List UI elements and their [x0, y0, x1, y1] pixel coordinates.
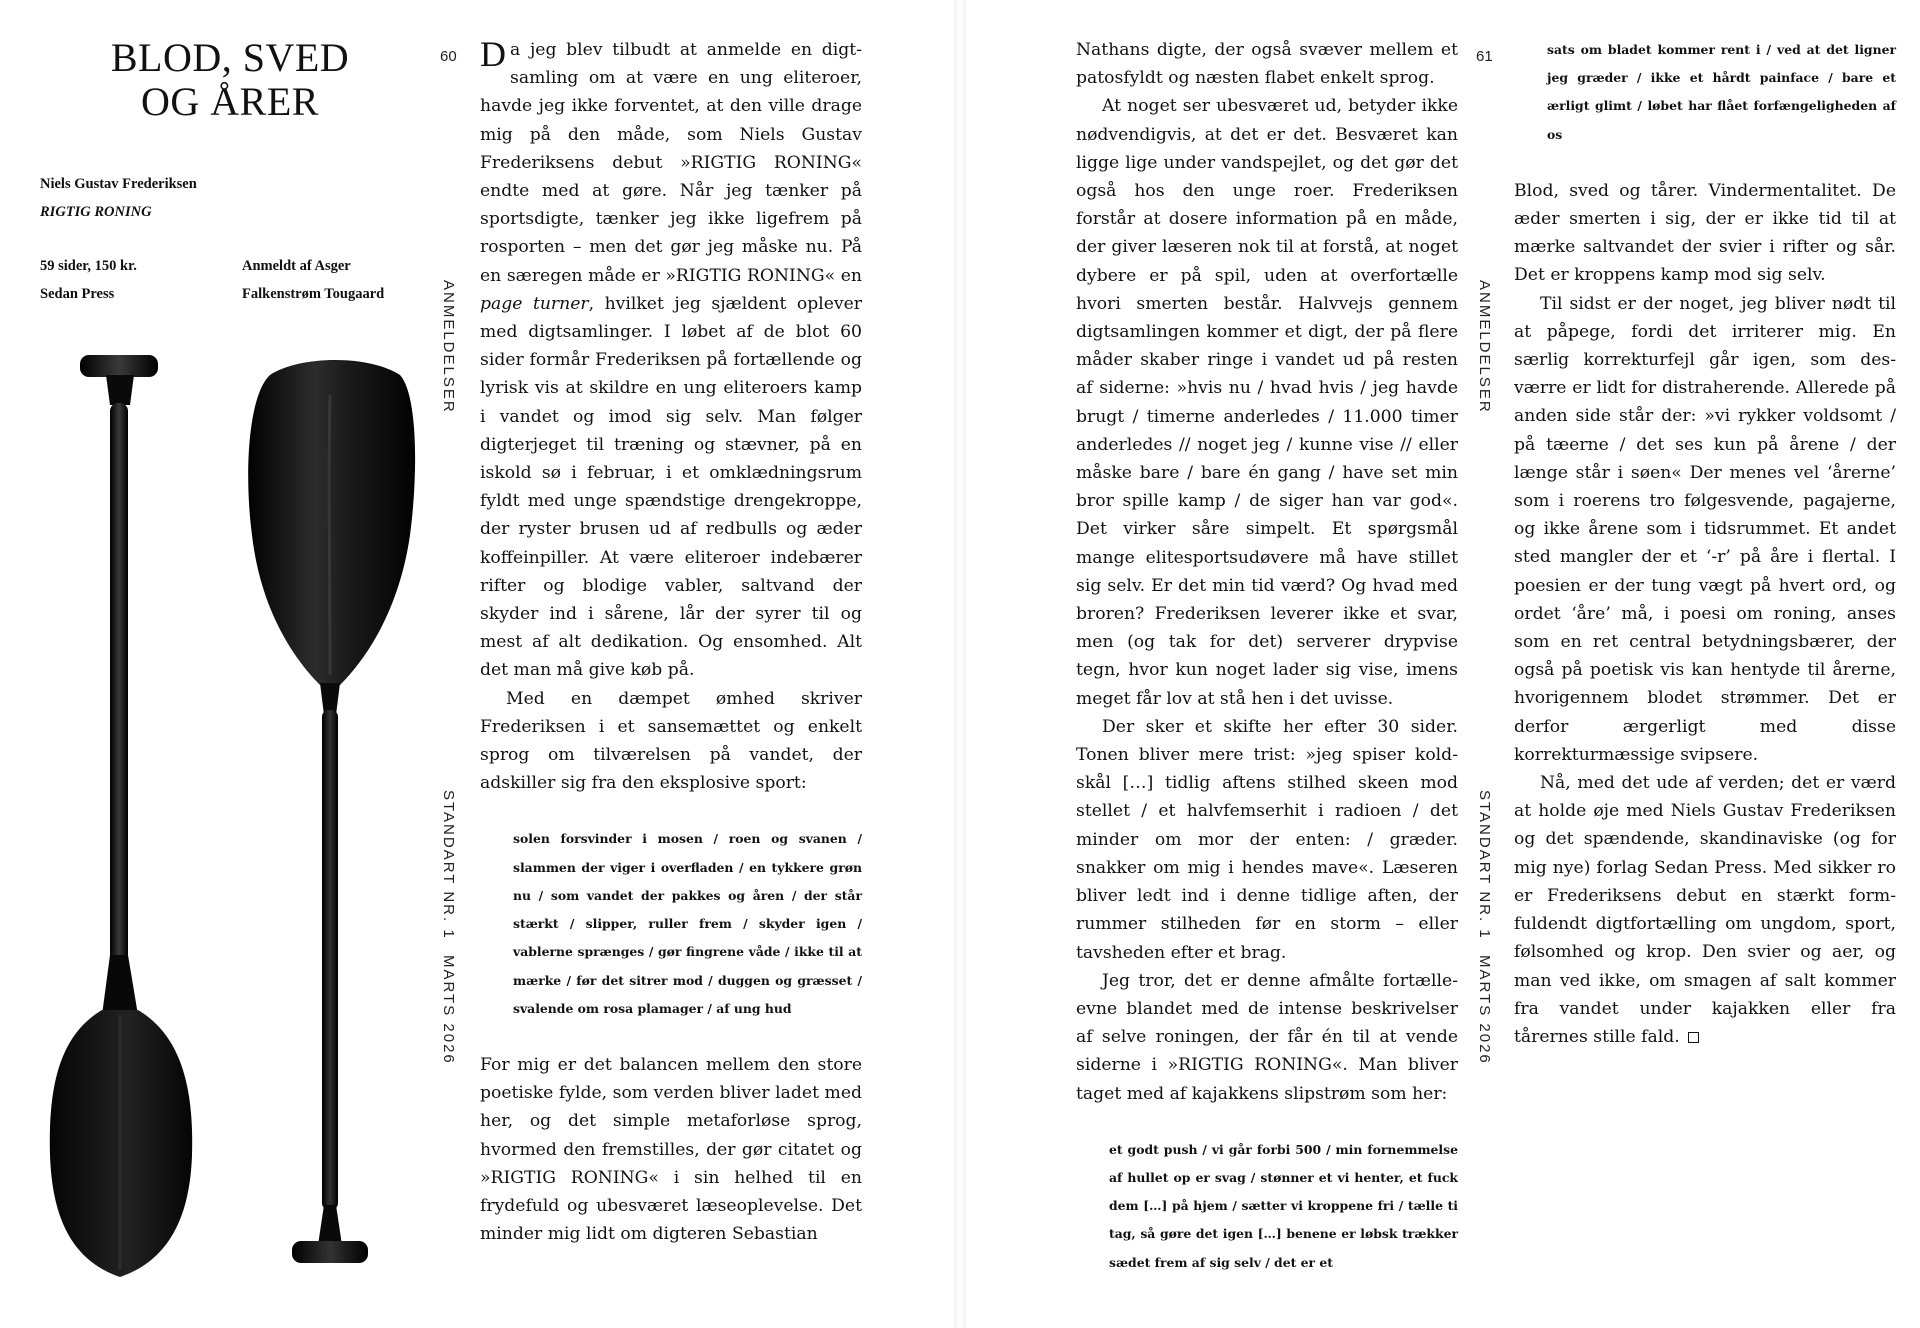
book-pages-price: 59 sider, 150 kr. — [40, 258, 137, 274]
right-page — [966, 0, 1920, 1328]
poem-excerpt: sats om bladet kommer rent i / ved at det ligner jeg græder / ikke et hårdt painface / bare et ærligt glimt / løbet har flået forfængeligheden af os — [1547, 42, 1896, 142]
paragraph: At noget ser ubesværet ud, betyder ikke nødvendigvis, at det er det. Besværet kan ligge lige under vandspejlet, og det gør det også hos den unge roer. Frederiksen forstår at dosere information på en måde, der giver læseren nok til at forstå, at noget dybere er på spil, uden at overfortælle hvori smerten består. Halvvejs gennem digtsamlingen kommer et digt, der på flere måder skaber ringe i vandet ud på resten af siderne: »hvis nu / hvad hvis / jeg havde brugt / timerne anderledes / 11.000 timer anderledes // noget jeg / kunne vise // eller måske bare / bare én gang / have set min bror spille kamp / de siger han var god«. Det virker såre simpelt. Et spørgsmål mange elitesportsudøvere må have stillet sig selv. Er det min tid værd? Og hvad med broren? Frederiksen leverer ikke et svar, men (og tak for det) serverer drypvise tegn, hvor kun noget lader sig vise, imens meget får lov at stå hen i det uvisse. — [1076, 96, 1458, 709]
book-details — [40, 252, 137, 308]
running-head-date: MARTS 2026 — [1476, 955, 1493, 1065]
canoe-paddle-image — [240, 355, 420, 1280]
review-column-3 — [1514, 36, 1896, 1051]
page-number-61: 61 — [1476, 48, 1493, 65]
paragraph — [480, 36, 862, 685]
article-title — [40, 36, 420, 124]
book-publisher: Sedan Press — [40, 286, 115, 302]
running-head-issue: STANDART NR. 1 — [1476, 790, 1493, 940]
end-of-article-mark — [1688, 1032, 1699, 1043]
reviewer-line-1: Anmeldt af Asger — [242, 258, 351, 274]
paragraph: Jeg tror, det er denne afmålte fortælleevne blandet med de intense beskrivelser af selve roningen, der får én til at vende siderne i »RIGTIG RONING«. Man bliver taget med af kajakkens slipstrøm som her: — [1076, 970, 1458, 1104]
book-author: Niels Gustav Frederiksen — [40, 176, 197, 192]
title-line-1: BLOD, SVED — [110, 35, 350, 80]
paragraph — [1514, 769, 1896, 1051]
paragraph: Til sidst er der noget, jeg bliver nødt til at påpege, fordi det irriterer mig. En særlig korrekturfejl går igen, som desværre er lidt for distraherende. Allerede på anden side står der: »vi rykker voldsomt / på tæerne / det ses kun på årene / der længe står i søen« Der menes vel ‘årerne’ som i roerens tro følgesvende, pagajerne, og ikke årene som i tidsrummet. Et andet sted mangler der et ‘-r’ på åre i flertal. I poesien er der tung vægt på hvert ord, og ordet ‘åre’ må, i poesi om roning, anses som en ret central betydningsbærer, der også på poetisk vis kan hentyde til årerne, hvorigennem blodet strømmer. Det er derfor ærgerligt med disse korrekturmæssige svipsere. — [1514, 293, 1896, 765]
review-column-1 — [480, 36, 862, 1248]
dropcap: D — [480, 34, 506, 74]
book-info — [40, 170, 197, 226]
running-head-section: ANMELDELSER — [1476, 280, 1493, 414]
paragraph: Nathans digte, der også svæver mellem et patosfyldt og næsten flabet enkelt sprog. — [1076, 40, 1458, 89]
review-column-2 — [1076, 36, 1458, 1277]
paragraph: Blod, sved og tårer. Vindermentalitet. De æder smerten i sig, der er ikke tid til at mærke saltvandet der svier i rifter og sår. Det er kroppens kamp mod sig selv. — [1514, 180, 1896, 286]
reviewer-info — [242, 252, 384, 308]
running-head-date: MARTS 2026 — [440, 955, 457, 1065]
reviewer-line-2: Falkenstrøm Tougaard — [242, 286, 385, 302]
paragraph: Med en dæmpet ømhed skriver Frederiksen i et sansemættet og enkelt sprog om tilværelsen på vandet, der adskiller sig fra den eksplosive sport: — [480, 688, 862, 794]
left-page — [0, 0, 954, 1328]
poem-excerpt: et godt push / vi går forbi 500 / min fornemmelse af hullet op er svag / stønner et vi henter, et fuck dem […] på hjem / sætter vi kroppene fri / tælle ti tag, så gøre det igen […] benene er løbsk trækker sædet frem af sig selv / det er et — [1109, 1141, 1458, 1270]
running-head-issue: STANDART NR. 1 — [440, 790, 457, 940]
book-title: RIGTIG RONING — [40, 204, 152, 220]
running-head-section: ANMELDELSER — [440, 280, 457, 414]
text-run: , hvilket jeg sjældent oplever med digtsamlinger. I løbet af de blot 60 sider formår Frederiksen på fortællende og lyrisk vis at skildre en ung eliteroers kamp i vandet og imod sig selv. Man følger digterjeget til træning og stævner, på en iskold sø i februar, i et omklædningsrum fyldt med unge spændstige drengekroppe, der ryster brusen ud af redbulls og æder koffeinpiller. At være eliteroer indebærer rifter og blodige vabler, saltvand der skyder ind i sårene, lår der syrer til og mest af alt dedikation. Og ensomhed. Alt det man må give køb på. — [480, 293, 863, 681]
paragraph: Der sker et skifte her efter 30 sider. Tonen bliver mere trist: »jeg spiser koldskål […] tidlig aftens stilhed skeen mod stellet / et halvfemserhit i radioen / det minder om mor der enten: / græder. snakker om mig i hendes mave«. Læseren bliver ledt ind i denne tidlige aften, der rummer stilheden før en storm – eller tavsheden efter et brag. — [1076, 716, 1458, 963]
page-gutter — [954, 0, 966, 1328]
text-run: Nå, med det ude af verden; det er værd at holde øje med Niels Gustav Frederiksen og det spændende, skandinaviske (og for mig nye) forlag Sedan Press. Med sikker ro er Frederiksens debut en stærkt formfuldendt digtfortælling om ungdom, sport, følsomhed og krop. Den svier og aer, og man ved ikke, om smagen af salt kommer fra vandet under kajakken eller fra tårernes stille fald. — [1514, 773, 1896, 1047]
title-line-2: OG ÅRER — [141, 79, 319, 124]
poem-excerpt: solen forsvinder i mosen / roen og svanen / slammen der viger i overfladen / en tykkere grøn nu / som vandet der pakkes og åren / der står stærkt / slipper, ruller frem / skyder igen / vablerne sprænges / gør fingrene våde / ikke til at mærke / før det sitrer mod / duggen og græsset / svalende om rosa plamager / af ung hud — [513, 831, 862, 1016]
kayak-paddle-image — [40, 355, 200, 1280]
text-run: a jeg blev tilbudt at anmelde en digtsamling om at være en ung eliteroer, havde jeg ikke forventet, at den ville drage mig på den måde, som Niels Gustav Frederiksens debut »RIGTIG RONING« endte med at gøre. Når jeg tænker på sportsdigte, tænker jeg ikke ligefrem på rosporten – men det gør jeg måske nu. På en særegen måde er »RIGTIG RONING« en — [480, 40, 862, 286]
page-number-60: 60 — [440, 48, 457, 65]
paragraph: For mig er det balancen mellem den store poetiske fylde, som verden bliver ladet med her, og det simple metaforløse sprog, hvormed den fremstilles, der gør citatet og »RIGTIG RONING« i sin helhed til en frydefuld og ubesværet læseoplevelse. Det minder mig lidt om digteren Sebastian — [480, 1054, 862, 1245]
italic-text: page turner — [480, 293, 589, 314]
